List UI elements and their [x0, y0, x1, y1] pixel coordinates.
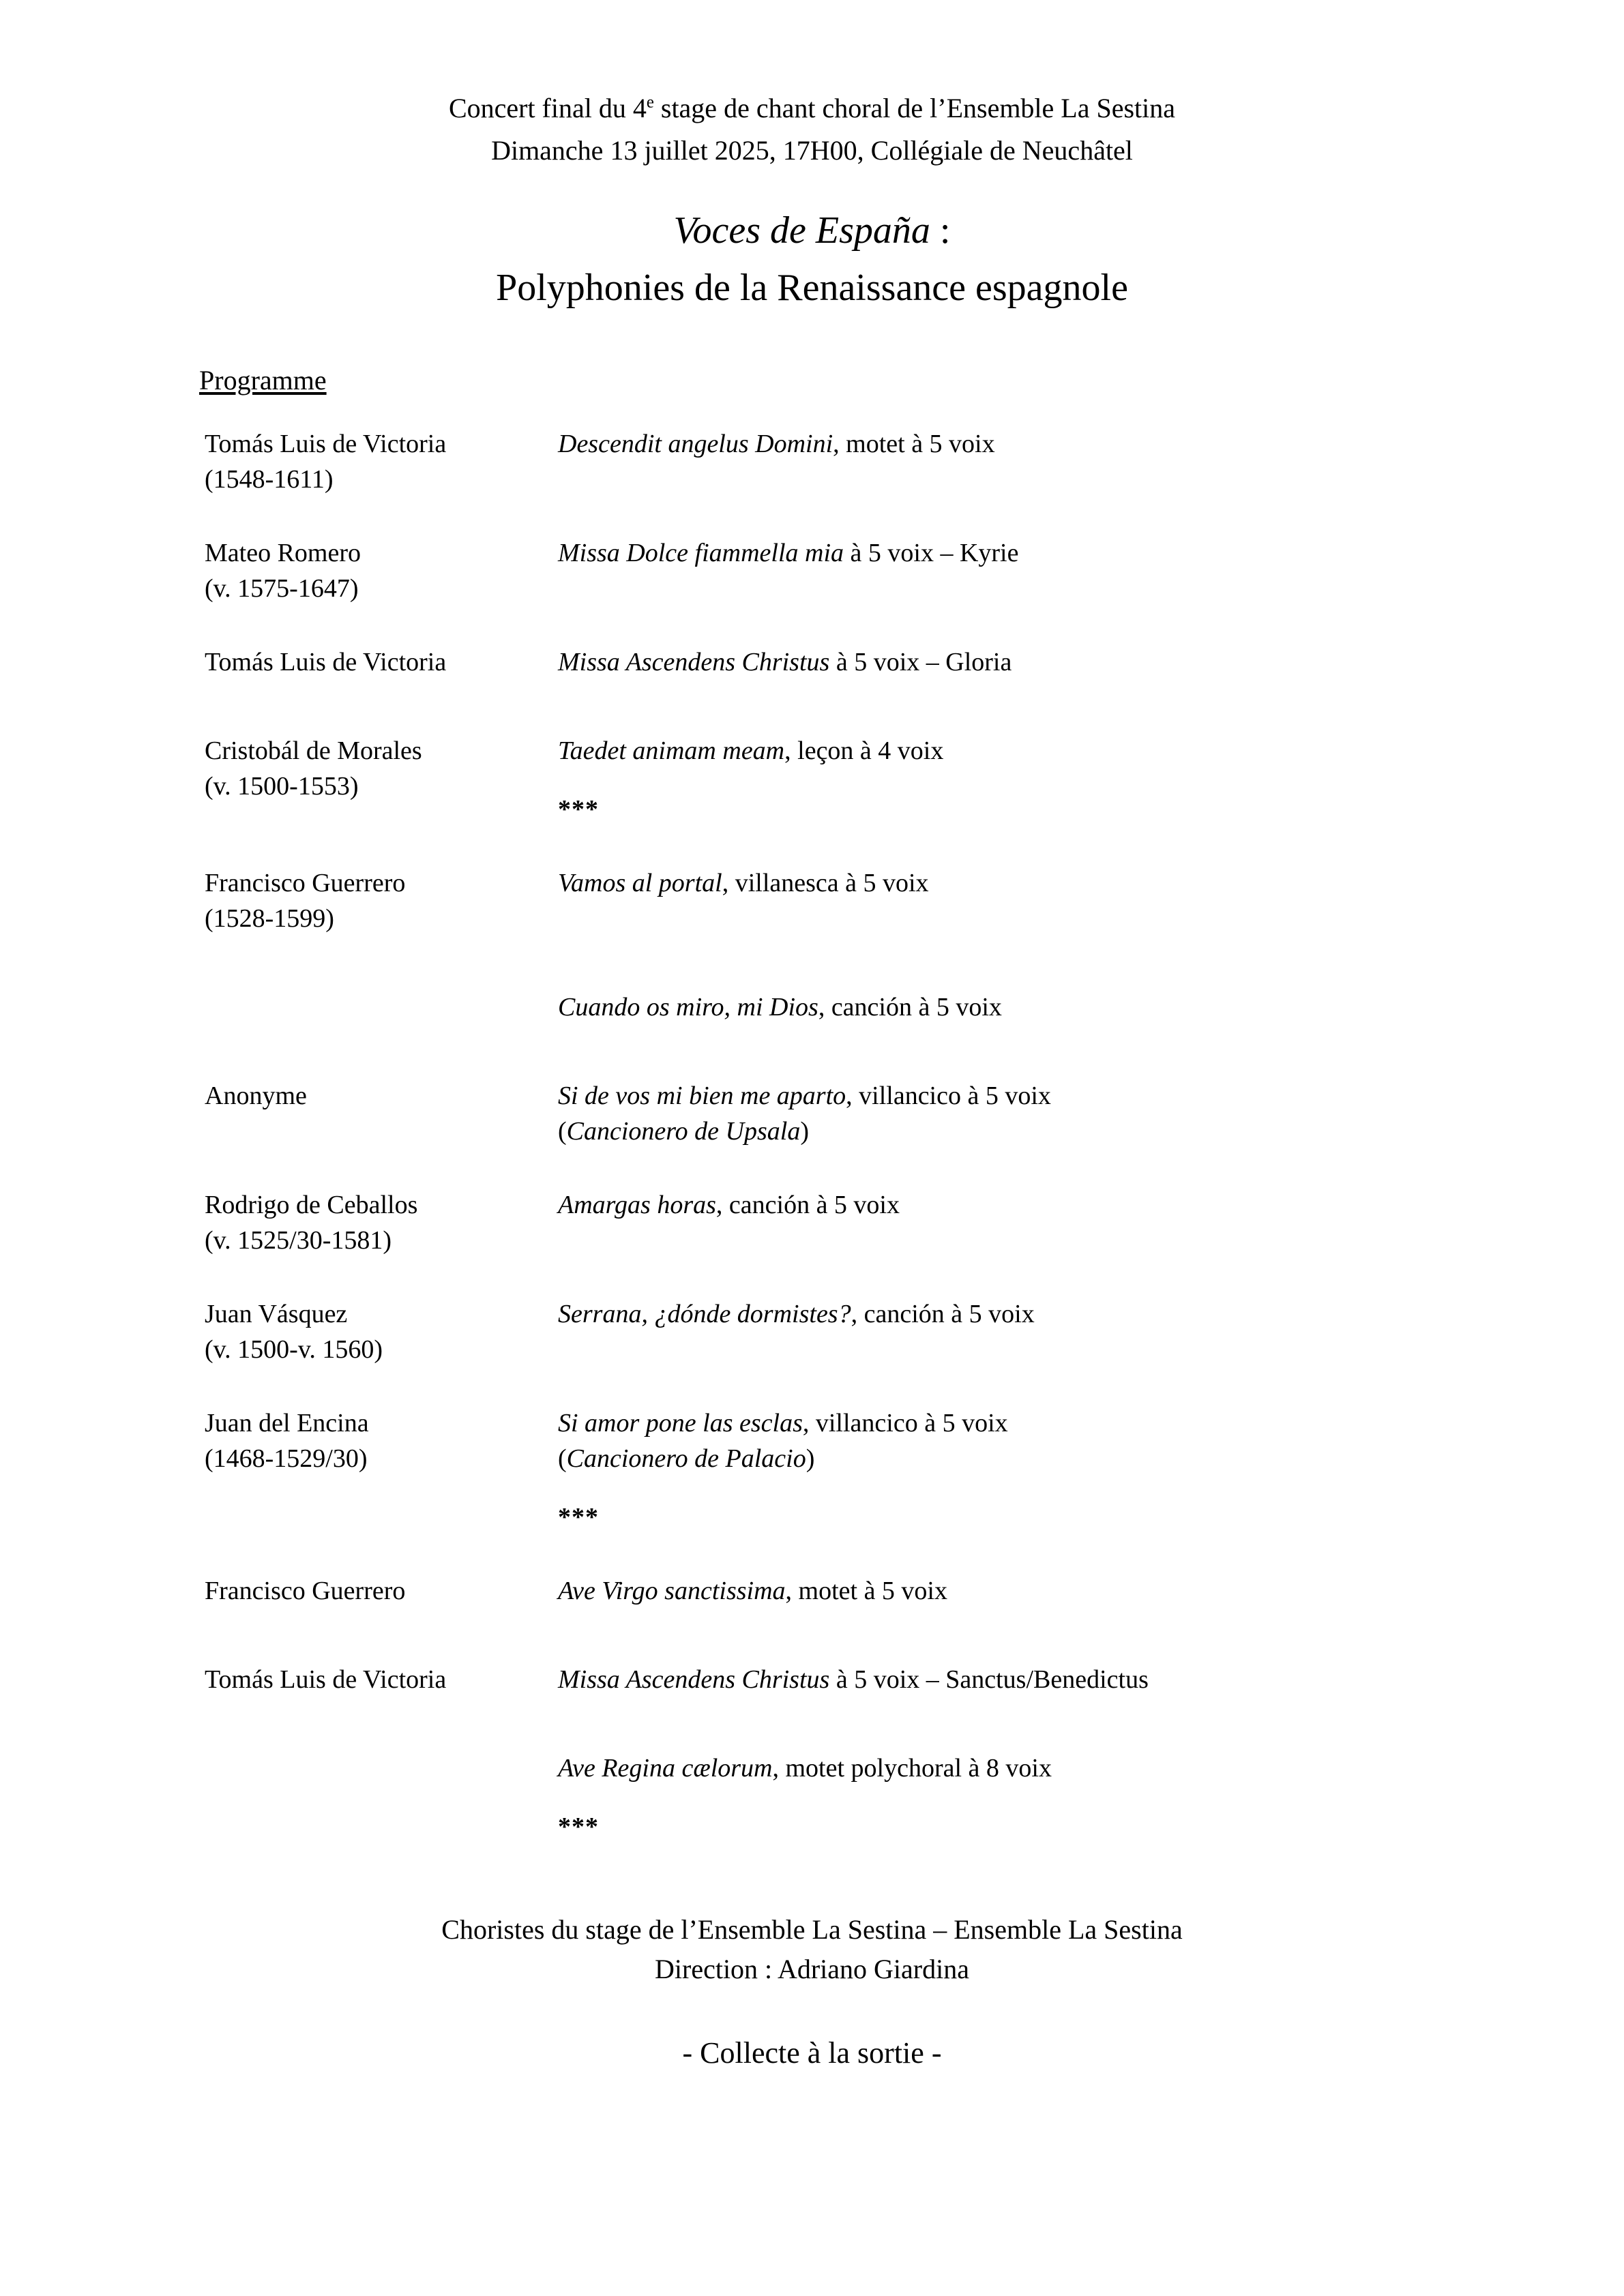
- work-entry: [558, 1750, 1624, 1786]
- section-separator: ***: [558, 1503, 599, 1532]
- programme-row: [0, 1405, 1624, 1535]
- programme-row: [0, 865, 1624, 936]
- composer-dates: (1548-1611): [205, 465, 334, 494]
- work-description: , villanesca à 5 voix: [722, 869, 929, 897]
- work-title: Amargas horas: [558, 1191, 716, 1219]
- work-cell: [558, 644, 1624, 680]
- work-description: , canción à 5 voix: [851, 1300, 1035, 1328]
- composer-name: Juan del Encina: [205, 1409, 369, 1437]
- work-title: Si amor pone las esclas: [558, 1409, 803, 1437]
- source-close-paren: ): [800, 1117, 809, 1146]
- work-entry: [558, 865, 1624, 901]
- programme-row: [0, 1078, 1624, 1149]
- composer-name: Juan Vásquez: [205, 1300, 348, 1328]
- work-source: [558, 1114, 1624, 1149]
- programme-row: [0, 1750, 1624, 1845]
- composer-dates: (v. 1500-v. 1560): [205, 1335, 383, 1364]
- concert-title: [0, 202, 1624, 316]
- work-cell: [558, 1405, 1624, 1535]
- programme-row: [0, 733, 1624, 827]
- work-entry: [558, 1662, 1624, 1697]
- work-cell: [558, 535, 1624, 571]
- work-title: Cuando os miro, mi Dios: [558, 993, 818, 1022]
- source-name: Cancionero de Palacio: [566, 1444, 806, 1473]
- source-name: Cancionero de Upsala: [566, 1117, 801, 1146]
- work-title: Si de vos mi bien me aparto: [558, 1082, 846, 1110]
- composer-cell: [0, 426, 558, 497]
- composer-name: Rodrigo de Ceballos: [205, 1191, 418, 1219]
- programme-row: [0, 1187, 1624, 1258]
- concert-title-line-2: Polyphonies de la Renaissance espagnole: [496, 267, 1128, 309]
- source-open-paren: (: [558, 1444, 567, 1473]
- concert-title-line-1: [0, 202, 1624, 259]
- work-description: , leçon à 4 voix: [784, 736, 944, 765]
- event-header: [0, 0, 1624, 172]
- performers-line: Choristes du stage de l’Ensemble La Sestina – Ensemble La Sestina: [441, 1914, 1183, 1945]
- composer-cell: [0, 733, 558, 804]
- section-separator: ***: [558, 795, 599, 824]
- source-close-paren: ): [806, 1444, 815, 1473]
- work-entry: [558, 535, 1624, 571]
- concert-title-spanish: Voces de España: [673, 209, 930, 252]
- programme-row: [0, 1296, 1624, 1367]
- work-cell: [558, 733, 1624, 827]
- row-gap: [0, 1367, 1624, 1405]
- composer-dates: (1528-1599): [205, 904, 334, 933]
- composer-name: Anonyme: [205, 1082, 307, 1110]
- work-title: Taedet animam meam: [558, 736, 785, 765]
- work-entry: [558, 1296, 1624, 1332]
- work-title: Serrana, ¿dónde dormistes?: [558, 1300, 851, 1328]
- programme-row: [0, 535, 1624, 606]
- programme-row: [0, 989, 1624, 1025]
- work-title: Missa Ascendens Christus: [558, 648, 830, 676]
- row-gap: [0, 936, 1624, 989]
- programme-row: [0, 1662, 1624, 1697]
- work-cell: [558, 865, 1624, 901]
- row-gap: [0, 1609, 1624, 1662]
- inner-gap: [558, 1786, 1624, 1809]
- work-description: , motet à 5 voix: [833, 430, 995, 458]
- row-gap: [0, 497, 1624, 535]
- section-separator: ***: [558, 1813, 599, 1841]
- programme-row: [0, 1573, 1624, 1609]
- row-gap: [0, 827, 1624, 865]
- work-cell: [558, 1296, 1624, 1332]
- row-gap: [0, 1149, 1624, 1187]
- work-description: à 5 voix – Sanctus/Benedictus: [829, 1665, 1149, 1694]
- composer-cell: [0, 865, 558, 936]
- work-entry: [558, 1187, 1624, 1223]
- conductor-line: Direction : Adriano Giardina: [655, 1954, 969, 1984]
- composer-name: Tomás Luis de Victoria: [205, 430, 447, 458]
- work-title: Missa Dolce fiammella mia: [558, 539, 844, 567]
- composer-cell: [0, 1662, 558, 1697]
- composer-dates: (v. 1575-1647): [205, 574, 359, 603]
- work-description: à 5 voix – Gloria: [829, 648, 1012, 676]
- event-header-line-1: [0, 87, 1624, 130]
- work-entry: [558, 644, 1624, 680]
- row-gap: [0, 1535, 1624, 1573]
- work-title: Ave Regina cælorum: [558, 1754, 773, 1783]
- work-description: , motet à 5 voix: [785, 1577, 947, 1605]
- event-header-line-1-suffix: stage de chant choral de l’Ensemble La Sestina: [653, 93, 1176, 123]
- composer-name: Tomás Luis de Victoria: [205, 648, 447, 676]
- work-title: Vamos al portal: [558, 869, 722, 897]
- row-gap: [0, 606, 1624, 644]
- work-description: , canción à 5 voix: [818, 993, 1002, 1022]
- work-cell: [558, 1187, 1624, 1223]
- work-source: [558, 1441, 1624, 1476]
- performers-footer: [0, 1910, 1624, 1989]
- programme-heading: Programme: [199, 365, 327, 396]
- work-cell: [558, 1078, 1624, 1149]
- composer-name: Francisco Guerrero: [205, 1577, 406, 1605]
- composer-name: Tomás Luis de Victoria: [205, 1665, 447, 1694]
- work-description: à 5 voix – Kyrie: [844, 539, 1019, 567]
- composer-name: Mateo Romero: [205, 539, 361, 567]
- work-cell: [558, 1662, 1624, 1697]
- source-open-paren: (: [558, 1117, 567, 1146]
- work-title: Missa Ascendens Christus: [558, 1665, 830, 1694]
- inner-gap: [558, 769, 1624, 792]
- row-gap: [0, 1025, 1624, 1078]
- programme-list: [0, 426, 1624, 1845]
- work-description: , villancico à 5 voix: [802, 1409, 1008, 1437]
- programme-row: [0, 644, 1624, 680]
- concert-title-colon: :: [930, 209, 951, 252]
- ordinal-superscript: e: [646, 93, 654, 112]
- collection-notice: - Collecte à la sortie -: [682, 2036, 942, 2070]
- work-entry: [558, 426, 1624, 462]
- event-header-line-2: Dimanche 13 juillet 2025, 17H00, Collégiale de Neuchâtel: [491, 135, 1133, 166]
- composer-cell: [0, 1187, 558, 1258]
- composer-cell: [0, 644, 558, 680]
- composer-cell: [0, 1296, 558, 1367]
- composer-name: Francisco Guerrero: [205, 869, 406, 897]
- composer-dates: (1468-1529/30): [205, 1444, 368, 1473]
- work-title: Descendit angelus Domini: [558, 430, 833, 458]
- work-cell: [558, 1750, 1624, 1845]
- row-gap: [0, 1697, 1624, 1750]
- composer-cell: [0, 1405, 558, 1476]
- row-gap: [0, 680, 1624, 733]
- composer-cell: [0, 1573, 558, 1609]
- work-description: , canción à 5 voix: [715, 1191, 900, 1219]
- work-description: , villancico à 5 voix: [846, 1082, 1051, 1110]
- composer-cell: [0, 1078, 558, 1114]
- work-title: Ave Virgo sanctissima: [558, 1577, 786, 1605]
- composer-cell: [0, 535, 558, 606]
- work-entry: [558, 1405, 1624, 1441]
- work-entry: [558, 1573, 1624, 1609]
- event-header-line-1-prefix: Concert final du 4: [448, 93, 647, 123]
- programme-heading-wrap: [0, 316, 1624, 396]
- row-gap: [0, 1258, 1624, 1296]
- work-entry: [558, 733, 1624, 769]
- programme-row: [0, 426, 1624, 497]
- work-cell: [558, 989, 1624, 1025]
- work-cell: [558, 426, 1624, 462]
- work-entry: [558, 1078, 1624, 1114]
- work-cell: [558, 1573, 1624, 1609]
- composer-dates: (v. 1500-1553): [205, 772, 359, 801]
- work-description: , motet polychoral à 8 voix: [772, 1754, 1052, 1783]
- composer-dates: (v. 1525/30-1581): [205, 1226, 392, 1255]
- work-entry: [558, 989, 1624, 1025]
- inner-gap: [558, 1476, 1624, 1500]
- composer-name: Cristobál de Morales: [205, 736, 422, 765]
